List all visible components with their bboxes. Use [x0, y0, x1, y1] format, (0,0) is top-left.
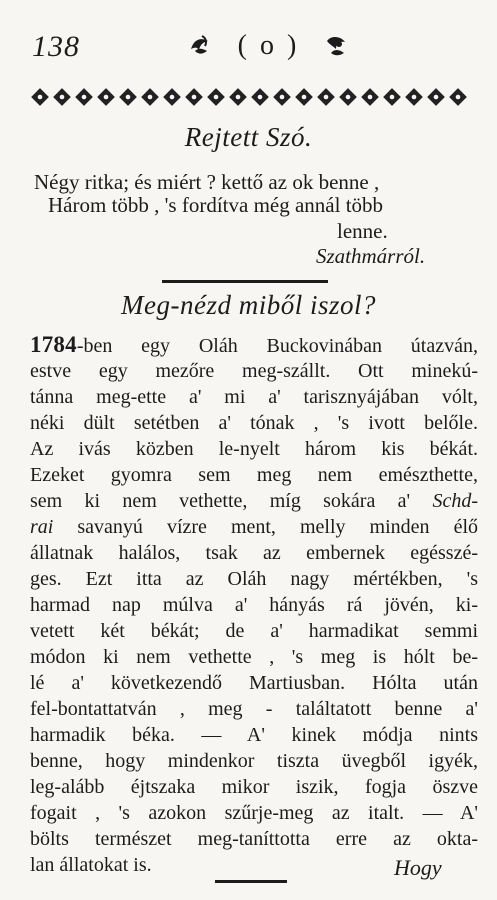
article-line-17: benne, hogy mindenkor tiszta üvegből igyék, — [30, 750, 478, 772]
riddle-line-1: Négy ritka; és miért ? kettő az ok benne , — [34, 170, 380, 194]
article-line-16: harmadik béka. — A' kinek módja nints — [30, 724, 478, 746]
article-line-7-text: sem ki nem vethette, míg sokára a' — [30, 490, 411, 512]
right-fleuron-icon — [321, 31, 351, 61]
article-italic-word: Schd- — [432, 490, 478, 512]
article-line-2: estve egy mezőre meg-szállt. Ott minekú- — [30, 360, 478, 382]
article-title: Meg-nézd miből iszol? — [121, 290, 376, 320]
article-line-1-text: -ben egy Oláh Buckovinában útazván, — [76, 335, 478, 357]
article-line-15: fel-bontattatván , meg - találtatott benne a' — [30, 698, 478, 720]
footer-rule — [215, 880, 287, 883]
article-line-20: bölts természet meg-taníttotta erre az okta- — [30, 828, 478, 850]
article-line-18: leg-alább éjtszaka mikor iszik, fogja öszve — [30, 776, 478, 798]
article-line-19: fogait , 's azokon szűrje-meg az italt. — A' — [30, 802, 478, 824]
article-line-12: vetett két békát; de a' harmadikat semmi — [30, 620, 478, 642]
article-line-4: néki dült setétben a' tónak , 's ivott belőle. — [30, 412, 478, 434]
running-head: ( o ) — [237, 30, 300, 61]
article-line-10: ges. Ezt itta az Oláh nagy mértékben, 's — [30, 568, 478, 590]
running-head-group — [186, 28, 351, 64]
article-line-5: Az ivás közben le-nyelt három kis békát. — [30, 438, 478, 460]
article-line-13: módon ki nem vethette , 's meg is hólt be- — [30, 646, 478, 668]
article-line-8-text: savanyú vízre ment, melly minden élő — [77, 516, 478, 538]
riddle-line-3: lenne. — [337, 219, 388, 243]
riddle-title: Rejtett Szó. — [184, 122, 313, 152]
page-header — [0, 26, 497, 66]
catchword: Hogy — [394, 855, 442, 880]
section-rule — [162, 280, 328, 283]
article-line-7 — [30, 488, 478, 514]
article-italic-word-2: rai — [30, 516, 54, 538]
article-line-6: Ezeket gyomra sem meg nem emészthette, — [30, 464, 478, 486]
ornamental-divider — [28, 82, 471, 110]
left-fleuron-icon — [186, 31, 216, 61]
article-line-3: tánna meg-ette a' mi a' tarisznyájában vólt, — [30, 386, 478, 408]
article-line-9: állatnak halálos, tsak az embernek egésszé- — [30, 542, 478, 564]
riddle-line-2: Három több , 's fordítva még annál több — [48, 193, 384, 217]
article-line-21: lan állatokat is. — [30, 854, 152, 876]
ornamental-band-icon — [28, 82, 471, 110]
article-line-1 — [30, 332, 478, 358]
page-number: 138 — [32, 30, 80, 63]
article-year: 1784 — [30, 332, 77, 357]
riddle-author: Szathmárról. — [316, 244, 426, 268]
article-line-11: harmad nap múlva a' hányás rá jövén, ki- — [30, 594, 478, 616]
article-body — [30, 332, 478, 878]
article-line-8 — [30, 514, 478, 540]
article-line-14: lé a' következendő Martiusban. Hólta után — [30, 672, 478, 694]
